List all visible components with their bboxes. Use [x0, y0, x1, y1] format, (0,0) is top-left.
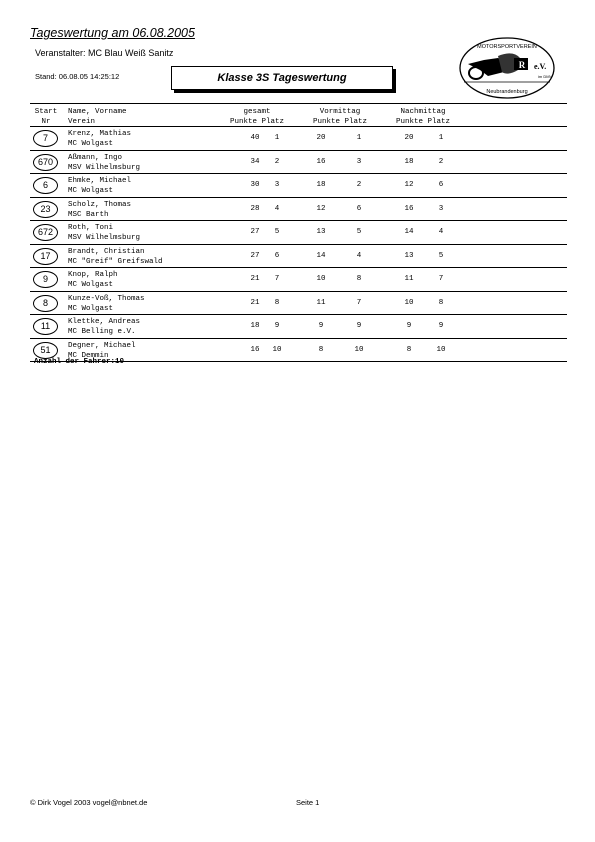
score-g-pl: 7 [274, 275, 280, 283]
header-vormittag-sub: Punkte Platz [312, 117, 367, 126]
rider-club: MC "Greif" Greifswald [68, 257, 163, 266]
score-n-p: 12 [404, 181, 414, 189]
start-number-badge: 7 [33, 130, 58, 147]
score-g-pl: 5 [274, 228, 280, 236]
score-n-p: 13 [404, 251, 414, 260]
score-n-pl: 1 [438, 134, 444, 142]
score-v-p: 11 [316, 298, 326, 307]
score-v-p: 16 [316, 157, 326, 166]
header-nachmittag-label: Nachmittag [400, 108, 446, 116]
score-g-p: 27 [250, 228, 260, 236]
score-n-pl: 5 [438, 251, 444, 260]
rider-club: MSC Barth [68, 210, 109, 219]
header-name [68, 108, 127, 127]
score-v-p: 12 [316, 204, 326, 213]
score-v-p: 10 [316, 275, 326, 283]
svg-text:R: R [518, 60, 526, 70]
table-row [30, 245, 567, 269]
logo-top-text: MOTORSPORTVEREIN [477, 44, 537, 50]
rider-name: Degner, Michael [68, 341, 136, 350]
score-g-pl: 1 [274, 134, 280, 142]
club-logo [458, 36, 556, 100]
start-number-badge: 17 [33, 248, 58, 265]
score-n-pl: 7 [438, 275, 444, 283]
score-g-p: 28 [250, 204, 260, 213]
table-row [30, 127, 567, 151]
score-g-pl: 3 [274, 181, 280, 189]
rider-name: Klettke, Andreas [68, 318, 141, 326]
score-g-pl: 8 [274, 298, 280, 307]
score-n-pl: 4 [438, 228, 444, 236]
start-number-badge: 6 [33, 177, 58, 194]
score-n-pl: 9 [438, 322, 444, 330]
header-rule-top [30, 103, 567, 104]
score-v-pl: 6 [356, 204, 362, 213]
score-v-pl: 4 [356, 251, 362, 260]
rider-name: Brandt, Christian [68, 247, 145, 256]
timestamp: Stand: 06.08.05 14:25:12 [35, 72, 120, 81]
score-v-pl: 1 [356, 134, 362, 142]
logo-mid-text: e.V. [534, 62, 547, 71]
score-v-pl: 8 [356, 275, 362, 283]
rider-name: Krenz, Mathias [68, 130, 132, 138]
score-v-p: 18 [316, 181, 326, 189]
score-v-p: 14 [316, 251, 326, 260]
score-n-pl: 8 [438, 298, 444, 307]
logo-small-text: im DMV [538, 74, 553, 79]
rider-club: MSV Wilhelmsburg [68, 163, 141, 172]
score-g-p: 16 [250, 345, 260, 354]
rider-name: Aßmann, Ingo [68, 153, 123, 162]
rider-club: MC Wolgast [68, 140, 114, 148]
header-gesamt [222, 108, 292, 127]
logo-bottom-text: Neubrandenburg [486, 89, 528, 95]
score-v-p: 20 [316, 134, 326, 142]
score-g-p: 30 [250, 181, 260, 189]
table-row [30, 174, 567, 198]
table-row [30, 315, 567, 339]
start-number-badge: 51 [33, 342, 58, 359]
results-table [30, 127, 567, 362]
header-gesamt-label: gesamt [243, 108, 271, 116]
rider-name: Roth, Toni [68, 224, 114, 232]
score-g-pl: 6 [274, 251, 280, 260]
header-nachmittag [388, 108, 458, 127]
score-n-p: 16 [404, 204, 414, 213]
rider-club: MC Wolgast [68, 304, 114, 313]
rider-club: MC Wolgast [68, 187, 114, 195]
score-g-pl: 4 [274, 204, 280, 213]
score-v-pl: 9 [356, 322, 362, 330]
score-v-pl: 2 [356, 181, 362, 189]
rider-club: MC Demmin [68, 351, 109, 360]
table-row [30, 268, 567, 292]
rider-name: Kunze-Voß, Thomas [68, 294, 145, 303]
score-v-pl: 5 [356, 228, 362, 236]
table-row [30, 292, 567, 316]
score-g-p: 27 [250, 251, 260, 260]
rider-club: MC Belling e.V. [68, 328, 136, 336]
rider-name: Scholz, Thomas [68, 200, 132, 209]
header-start [33, 108, 59, 127]
score-v-pl: 3 [356, 157, 362, 166]
footer-page-number: Seite 1 [296, 798, 320, 807]
score-v-p: 8 [318, 345, 324, 354]
score-g-p: 21 [250, 275, 260, 283]
score-n-pl: 3 [438, 204, 444, 213]
score-v-p: 13 [316, 228, 326, 236]
score-n-pl: 10 [436, 345, 446, 354]
score-n-p: 11 [404, 275, 414, 283]
score-g-p: 34 [250, 157, 260, 166]
rider-club: MC Wolgast [68, 281, 114, 289]
score-n-p: 18 [404, 157, 414, 166]
rider-count: Anzahl der Fahrer:10 [34, 358, 125, 366]
header-name-label: Name, Vorname [68, 108, 127, 116]
organizer-line: Veranstalter: MC Blau Weiß Sanitz [35, 48, 174, 58]
score-n-p: 10 [404, 298, 414, 307]
score-g-pl: 2 [274, 157, 280, 166]
start-number-badge: 11 [33, 318, 58, 335]
header-start-label: Start [34, 108, 58, 116]
score-n-p: 20 [404, 134, 414, 142]
score-g-p: 18 [250, 322, 260, 330]
rider-club: MSV Wilhelmsburg [68, 234, 141, 242]
start-number-badge: 8 [33, 295, 58, 312]
score-v-pl: 7 [356, 298, 362, 307]
score-n-p: 8 [406, 345, 412, 354]
rider-name: Ehmke, Michael [68, 177, 132, 185]
rider-name: Knop, Ralph [68, 271, 118, 279]
score-g-pl: 9 [274, 322, 280, 330]
score-n-p: 9 [406, 322, 412, 330]
header-nachmittag-sub: Punkte Platz [395, 117, 450, 126]
footer-copyright: © Dirk Vogel 2003 vogel@nbnet.de [30, 798, 148, 807]
header-nr-label: Nr [41, 117, 51, 126]
header-vormittag [305, 108, 375, 127]
start-number-badge: 670 [33, 154, 58, 171]
score-n-p: 14 [404, 228, 414, 236]
table-row [30, 198, 567, 222]
start-number-badge: 672 [33, 224, 58, 241]
page-title: Tageswertung am 06.08.2005 [30, 26, 195, 40]
score-n-pl: 6 [438, 181, 444, 189]
start-number-badge: 23 [33, 201, 58, 218]
score-v-pl: 10 [354, 345, 364, 354]
start-number-badge: 9 [33, 271, 58, 288]
score-g-pl: 10 [272, 345, 282, 354]
class-title-box: Klasse 3S Tageswertung [171, 66, 393, 90]
header-gesamt-sub: Punkte Platz [229, 117, 284, 126]
table-row [30, 221, 567, 245]
score-n-pl: 2 [438, 157, 444, 166]
score-v-p: 9 [318, 322, 324, 330]
score-g-p: 40 [250, 134, 260, 142]
table-row [30, 151, 567, 175]
header-verein-label: Verein [68, 117, 96, 126]
score-g-p: 21 [250, 298, 260, 307]
header-vormittag-label: Vormittag [319, 108, 361, 116]
